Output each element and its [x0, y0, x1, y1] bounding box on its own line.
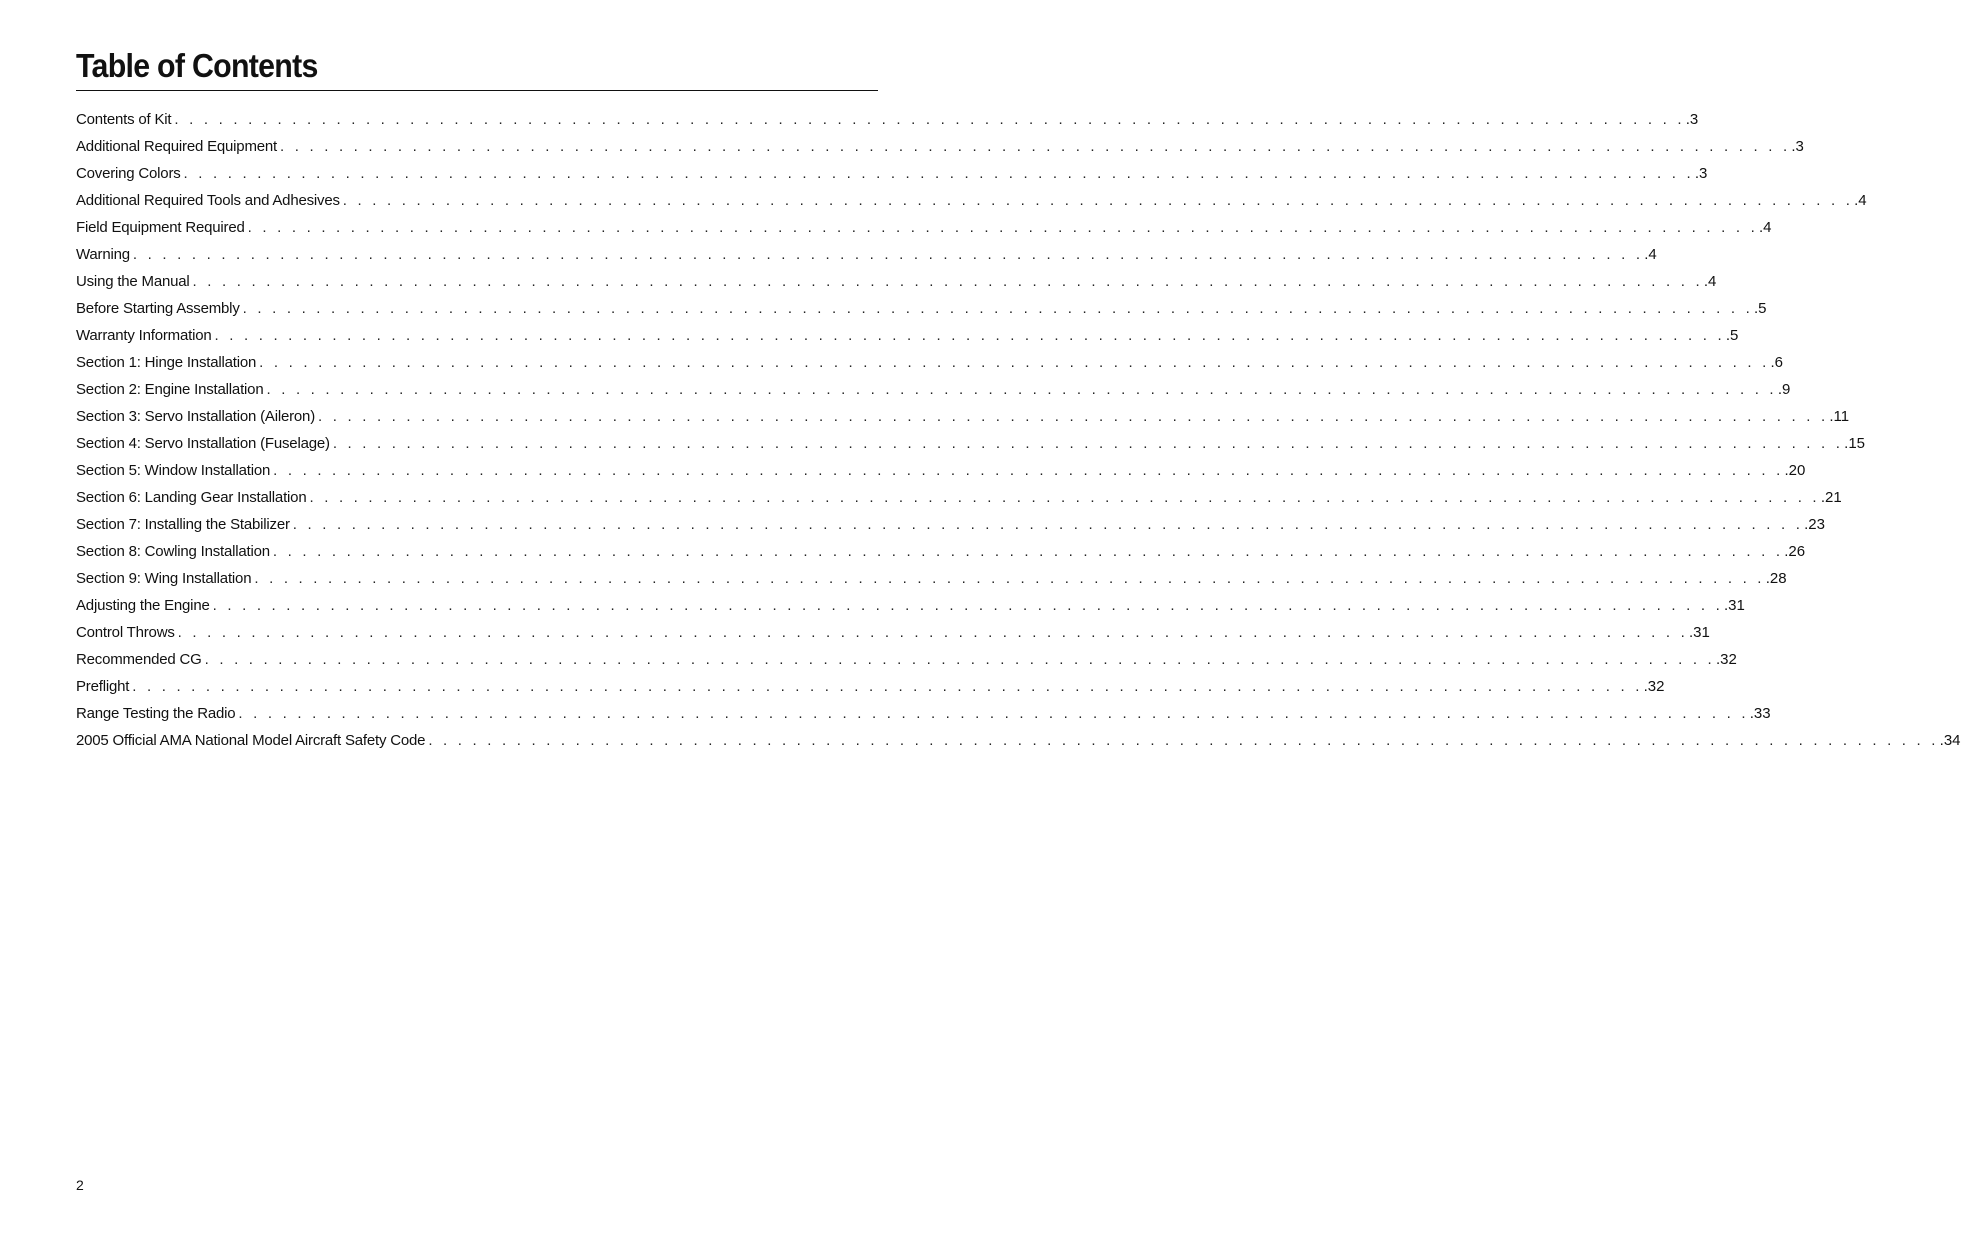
toc-entry-title: Before Starting Assembly	[76, 298, 243, 320]
toc-entry-page: .32	[1643, 676, 1665, 698]
toc-entry-page: .23	[1803, 514, 1825, 536]
toc-dot-leader: . . . . . . . . . . . . . . . . . . . . . . . . . . . . . . . . . . . . . . . . . . . . . . . . . . . . . . . . . . . . . . . . . . . . . . . . . . . . . . . . . . . . . . . . . . . . . . . . . . . . . . .	[272, 543, 1784, 560]
toc-entry[interactable]	[76, 563, 1787, 590]
toc-entry[interactable]	[76, 239, 1657, 266]
toc-entry-page: .31	[1723, 595, 1745, 617]
toc-entry-title: Section 5: Window Installation	[76, 460, 273, 482]
toc-entry-title: Section 6: Landing Gear Installation	[76, 487, 309, 509]
toc-dot-leader: . . . . . . . . . . . . . . . . . . . . . . . . . . . . . . . . . . . . . . . . . . . . . . . . . . . . . . . . . . . . . . . . . . . . . . . . . . . . . . . . . . . . . . . . . . . . . . . . . . . . . . .	[238, 705, 1749, 722]
table-of-contents	[76, 104, 1961, 752]
toc-entry[interactable]	[76, 644, 1737, 671]
toc-entry[interactable]	[76, 374, 1791, 401]
toc-entry-title: Section 4: Servo Installation (Fuselage)	[76, 433, 333, 455]
toc-dot-leader: . . . . . . . . . . . . . . . . . . . . . . . . . . . . . . . . . . . . . . . . . . . . . . . . . . . . . . . . . . . . . . . . . . . . . . . . . . . . . . . . . . . . . . . . . . . . . . . . . . . . . . .	[212, 597, 1723, 614]
title-divider	[76, 90, 878, 91]
toc-dot-leader: . . . . . . . . . . . . . . . . . . . . . . . . . . . . . . . . . . . . . . . . . . . . . . . . . . . . . . . . . . . . . . . . . . . . . . . . . . . . . . . . . . . . . . . . . . . . . . . . . . . . . . .	[309, 489, 1820, 506]
toc-entry-title: Using the Manual	[76, 271, 193, 293]
toc-entry-page: .3	[1790, 136, 1804, 158]
toc-entry-title: Control Throws	[76, 622, 178, 644]
toc-entry[interactable]	[76, 347, 1784, 374]
toc-entry[interactable]	[76, 617, 1710, 644]
toc-entry-page: .4	[1758, 217, 1772, 239]
toc-entry[interactable]	[76, 536, 1806, 563]
toc-entry-page: .21	[1820, 487, 1842, 509]
page-title: Table of Contents	[76, 47, 318, 84]
toc-entry[interactable]	[76, 104, 1699, 131]
toc-entry-title: Range Testing the Radio	[76, 703, 238, 725]
toc-dot-leader: . . . . . . . . . . . . . . . . . . . . . . . . . . . . . . . . . . . . . . . . . . . . . . . . . . . . . . . . . . . . . . . . . . . . . . . . . . . . . . . . . . . . . . . . . . . . . . . . . . . . . . .	[204, 651, 1715, 668]
toc-dot-leader: . . . . . . . . . . . . . . . . . . . . . . . . . . . . . . . . . . . . . . . . . . . . . . . . . . . . . . . . . . . . . . . . . . . . . . . . . . . . . . . . . . . . . . . . . . . . . . . . . . . . . . .	[174, 111, 1685, 128]
toc-dot-leader: . . . . . . . . . . . . . . . . . . . . . . . . . . . . . . . . . . . . . . . . . . . . . . . . . . . . . . . . . . . . . . . . . . . . . . . . . . . . . . . . . . . . . . . . . . . . . . . . . . . . . . .	[280, 138, 1791, 155]
toc-entry-page: .3	[1685, 109, 1699, 131]
toc-entry-title: Field Equipment Required	[76, 217, 248, 239]
toc-dot-leader: . . . . . . . . . . . . . . . . . . . . . . . . . . . . . . . . . . . . . . . . . . . . . . . . . . . . . . . . . . . . . . . . . . . . . . . . . . . . . . . . . . . . . . . . . . . . . . . . . . . . . . .	[177, 624, 1688, 641]
toc-entry-page: .3	[1694, 163, 1708, 185]
toc-entry-page: .4	[1703, 271, 1717, 293]
toc-entry-page: .26	[1783, 541, 1805, 563]
toc-entry[interactable]	[76, 158, 1708, 185]
toc-entry-page: .5	[1725, 325, 1739, 347]
toc-entry-title: Section 3: Servo Installation (Aileron)	[76, 406, 318, 428]
toc-entry-title: Section 7: Installing the Stabilizer	[76, 514, 293, 536]
toc-dot-leader: . . . . . . . . . . . . . . . . . . . . . . . . . . . . . . . . . . . . . . . . . . . . . . . . . . . . . . . . . . . . . . . . . . . . . . . . . . . . . . . . . . . . . . . . . . . . . . . . . . . . . . .	[183, 165, 1694, 182]
toc-entry[interactable]	[76, 698, 1771, 725]
toc-entry[interactable]	[76, 293, 1767, 320]
toc-entry[interactable]	[76, 266, 1717, 293]
toc-entry-title: Section 8: Cowling Installation	[76, 541, 273, 563]
toc-entry[interactable]	[76, 725, 1961, 752]
toc-entry-page: .6	[1770, 352, 1784, 374]
toc-entry-title: Adjusting the Engine	[76, 595, 213, 617]
toc-entry-title: 2005 Official AMA National Model Aircraft Safety Code	[76, 730, 428, 752]
toc-entry[interactable]	[76, 401, 1850, 428]
toc-dot-leader: . . . . . . . . . . . . . . . . . . . . . . . . . . . . . . . . . . . . . . . . . . . . . . . . . . . . . . . . . . . . . . . . . . . . . . . . . . . . . . . . . . . . . . . . . . . . . . . . . . . . . . .	[254, 570, 1765, 587]
toc-entry-page: .4	[1643, 244, 1657, 266]
toc-dot-leader: . . . . . . . . . . . . . . . . . . . . . . . . . . . . . . . . . . . . . . . . . . . . . . . . . . . . . . . . . . . . . . . . . . . . . . . . . . . . . . . . . . . . . . . . . . . . . . . . . . . . . . .	[214, 327, 1725, 344]
toc-dot-leader: . . . . . . . . . . . . . . . . . . . . . . . . . . . . . . . . . . . . . . . . . . . . . . . . . . . . . . . . . . . . . . . . . . . . . . . . . . . . . . . . . . . . . . . . . . . . . . . . . . . . . . .	[132, 246, 1644, 263]
toc-dot-leader: . . . . . . . . . . . . . . . . . . . . . . . . . . . . . . . . . . . . . . . . . . . . . . . . . . . . . . . . . . . . . . . . . . . . . . . . . . . . . . . . . . . . . . . . . . . . . . . . . . . . . . .	[318, 408, 1829, 425]
toc-entry-title: Section 9: Wing Installation	[76, 568, 254, 590]
toc-dot-leader: . . . . . . . . . . . . . . . . . . . . . . . . . . . . . . . . . . . . . . . . . . . . . . . . . . . . . . . . . . . . . . . . . . . . . . . . . . . . . . . . . . . . . . . . . . . . . . . . . . . . . . .	[428, 732, 1939, 749]
toc-entry[interactable]	[76, 671, 1665, 698]
toc-dot-leader: . . . . . . . . . . . . . . . . . . . . . . . . . . . . . . . . . . . . . . . . . . . . . . . . . . . . . . . . . . . . . . . . . . . . . . . . . . . . . . . . . . . . . . . . . . . . . . . . . . . . . . .	[259, 354, 1770, 371]
toc-entry-title: Covering Colors	[76, 163, 184, 185]
toc-entry[interactable]	[76, 428, 1866, 455]
toc-dot-leader: . . . . . . . . . . . . . . . . . . . . . . . . . . . . . . . . . . . . . . . . . . . . . . . . . . . . . . . . . . . . . . . . . . . . . . . . . . . . . . . . . . . . . . . . . . . . . . . . . . . . . . .	[342, 192, 1854, 209]
toc-entry-title: Preflight	[76, 676, 132, 698]
toc-dot-leader: . . . . . . . . . . . . . . . . . . . . . . . . . . . . . . . . . . . . . . . . . . . . . . . . . . . . . . . . . . . . . . . . . . . . . . . . . . . . . . . . . . . . . . . . . . . . . . . . . . . . . . .	[242, 300, 1753, 317]
toc-entry-title: Additional Required Tools and Adhesives	[76, 190, 343, 212]
toc-entry-title: Warning	[76, 244, 133, 266]
toc-entry-page: .11	[1828, 406, 1849, 428]
toc-entry-page: .32	[1715, 649, 1737, 671]
toc-entry-page: .31	[1688, 622, 1710, 644]
toc-entry[interactable]	[76, 320, 1739, 347]
toc-dot-leader: . . . . . . . . . . . . . . . . . . . . . . . . . . . . . . . . . . . . . . . . . . . . . . . . . . . . . . . . . . . . . . . . . . . . . . . . . . . . . . . . . . . . . . . . . . . . . . . . . . . . . . .	[266, 381, 1777, 398]
toc-entry-page: .4	[1853, 190, 1867, 212]
page-number: 2	[76, 1177, 84, 1193]
toc-dot-leader: . . . . . . . . . . . . . . . . . . . . . . . . . . . . . . . . . . . . . . . . . . . . . . . . . . . . . . . . . . . . . . . . . . . . . . . . . . . . . . . . . . . . . . . . . . . . . . . . . . . . . . .	[192, 273, 1703, 290]
toc-entry-page: .15	[1843, 433, 1865, 455]
toc-dot-leader: . . . . . . . . . . . . . . . . . . . . . . . . . . . . . . . . . . . . . . . . . . . . . . . . . . . . . . . . . . . . . . . . . . . . . . . . . . . . . . . . . . . . . . . . . . . . . . . . . . . . . . .	[247, 219, 1758, 236]
toc-entry-title: Warranty Information	[76, 325, 215, 347]
toc-entry-page: .9	[1777, 379, 1791, 401]
toc-entry-page: .28	[1765, 568, 1787, 590]
toc-entry[interactable]	[76, 185, 1867, 212]
toc-entry[interactable]	[76, 455, 1806, 482]
toc-entry-page: .34	[1939, 730, 1961, 752]
toc-dot-leader: . . . . . . . . . . . . . . . . . . . . . . . . . . . . . . . . . . . . . . . . . . . . . . . . . . . . . . . . . . . . . . . . . . . . . . . . . . . . . . . . . . . . . . . . . . . . . . . . . . . . . . .	[273, 462, 1784, 479]
toc-entry-page: .20	[1783, 460, 1805, 482]
toc-dot-leader: . . . . . . . . . . . . . . . . . . . . . . . . . . . . . . . . . . . . . . . . . . . . . . . . . . . . . . . . . . . . . . . . . . . . . . . . . . . . . . . . . . . . . . . . . . . . . . . . . . . . . . .	[132, 678, 1643, 695]
toc-entry-page: .5	[1753, 298, 1767, 320]
toc-entry[interactable]	[76, 509, 1825, 536]
toc-entry-title: Recommended CG	[76, 649, 205, 671]
toc-dot-leader: . . . . . . . . . . . . . . . . . . . . . . . . . . . . . . . . . . . . . . . . . . . . . . . . . . . . . . . . . . . . . . . . . . . . . . . . . . . . . . . . . . . . . . . . . . . . . . . . . . . . . . .	[292, 516, 1804, 533]
toc-entry-title: Additional Required Equipment	[76, 136, 280, 158]
toc-entry-page: .33	[1749, 703, 1771, 725]
toc-entry[interactable]	[76, 590, 1745, 617]
toc-entry[interactable]	[76, 131, 1804, 158]
toc-entry-title: Section 2: Engine Installation	[76, 379, 266, 401]
toc-entry-title: Section 1: Hinge Installation	[76, 352, 259, 374]
toc-entry[interactable]	[76, 482, 1842, 509]
toc-entry[interactable]	[76, 212, 1772, 239]
toc-dot-leader: . . . . . . . . . . . . . . . . . . . . . . . . . . . . . . . . . . . . . . . . . . . . . . . . . . . . . . . . . . . . . . . . . . . . . . . . . . . . . . . . . . . . . . . . . . . . . . . . . . . . . . .	[332, 435, 1844, 452]
toc-entry-title: Contents of Kit	[76, 109, 174, 131]
